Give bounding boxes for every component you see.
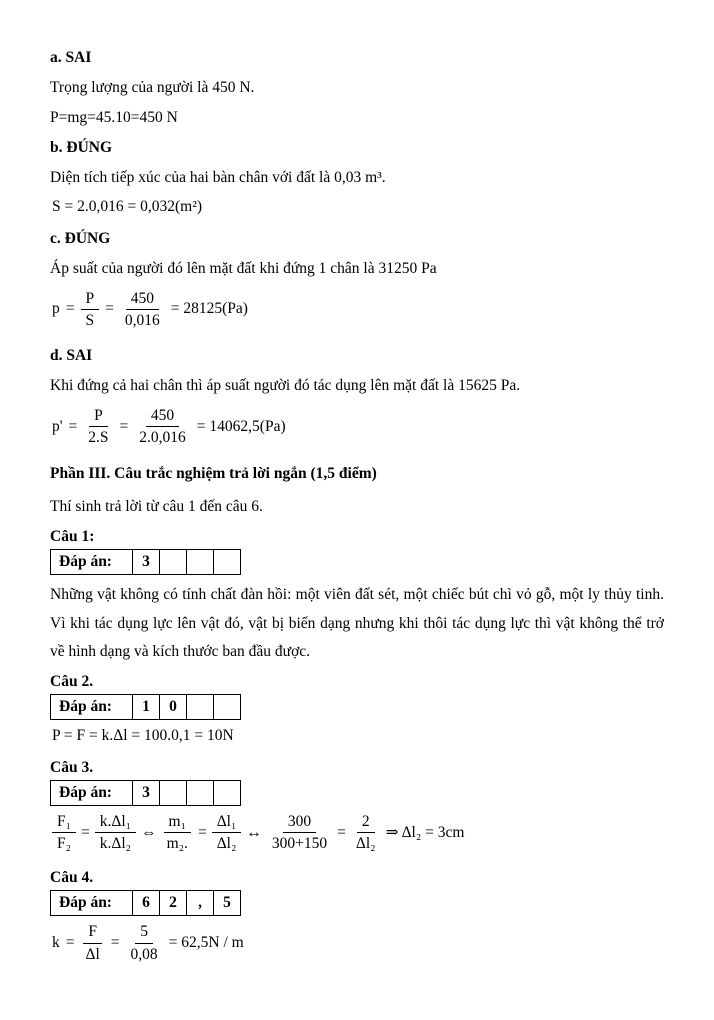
formula-pressure-one-foot <box>52 289 664 331</box>
formula-result: = 62,5N / m <box>168 934 244 952</box>
answer-label: Đáp án: <box>51 891 133 916</box>
answer-cell: 0 <box>160 695 187 720</box>
fraction-numerator: Δl₁ <box>212 812 242 833</box>
fraction-denominator: 2.S <box>88 429 109 447</box>
fraction <box>120 289 165 331</box>
fraction-denominator: F₂ <box>57 835 72 853</box>
statement-a-calc: P=mg=45.10=450 N <box>50 108 178 126</box>
question-1-label: Câu 1: <box>50 528 95 545</box>
formula-lhs: p <box>52 300 60 318</box>
fraction-numerator: 2 <box>357 812 375 833</box>
formula-result: = 14062,5(Pa) <box>196 417 286 435</box>
fraction-denominator: Δl <box>85 945 100 963</box>
answer-table-q3 <box>50 780 241 806</box>
question-4-label: Câu 4. <box>50 868 94 886</box>
question-2-calc: P = F = k.Δl = 100.0,1 = 10N <box>52 727 234 745</box>
answer-cell <box>214 781 241 806</box>
formula-result: = 28125(Pa) <box>170 300 248 318</box>
answer-label: Đáp án: <box>51 695 133 720</box>
fraction-denominator: m₂. <box>166 835 188 853</box>
statement-a-heading: a. SAI <box>50 49 92 66</box>
equals-sign: = <box>81 823 90 841</box>
answer-table-q1 <box>50 549 241 575</box>
fraction-numerator: F <box>83 922 102 943</box>
fraction <box>212 812 242 854</box>
answer-cell: 2 <box>160 891 187 916</box>
fraction-numerator: k.Δl₁ <box>95 812 136 833</box>
table-row <box>51 550 241 575</box>
answer-cell <box>187 550 214 575</box>
formula-lhs: p' <box>52 417 63 435</box>
answer-cell: 1 <box>133 695 160 720</box>
question-1-explanation: Những vật không có tính chất đàn hồi: một viên đất sét, một chiếc bút chì vỏ gỗ, một ly thủy tinh. Vì khi tác dụng lực lên vật đó, vật bị biến dạng nhưng khi thôi tác dụng lực thì vật không thể trở về hình dạng và kích thước ban đầu được. <box>50 586 664 660</box>
fraction <box>162 812 193 854</box>
statement-c-text: Áp suất của người đó lên mặt đất khi đứng 1 chân là 31250 Pa <box>50 259 437 277</box>
answer-cell <box>214 550 241 575</box>
fraction <box>81 289 100 331</box>
equals-sign: = <box>65 934 75 952</box>
fraction-numerator: P <box>81 289 100 310</box>
statement-d-heading: d. SAI <box>50 347 93 365</box>
iff-arrow: ⇔ <box>141 823 157 841</box>
answer-table-q2 <box>50 694 241 720</box>
fraction-denominator: k.Δl₂ <box>99 835 132 853</box>
fraction <box>351 812 381 854</box>
formula-spring-constant <box>52 922 664 964</box>
fraction-denominator: 300+150 <box>271 835 328 853</box>
answer-cell: 3 <box>133 781 160 806</box>
part3-heading: Phần III. Câu trắc nghiệm trả lời ngắn (1,5 điểm) <box>50 464 377 482</box>
fraction-denominator: 2.0,016 <box>139 429 186 447</box>
table-row <box>51 695 241 720</box>
fraction <box>95 812 136 854</box>
equals-sign: = <box>65 300 75 318</box>
fraction <box>52 812 76 854</box>
answer-label: Đáp án: <box>51 781 133 806</box>
fraction <box>134 406 191 448</box>
answer-cell <box>160 550 187 575</box>
fraction-numerator: 300 <box>283 812 316 833</box>
answer-cell <box>160 781 187 806</box>
fraction <box>126 922 163 964</box>
formula-result: ⇒ Δl₂ = 3cm <box>385 824 465 842</box>
answer-table-q4 <box>50 890 241 916</box>
part3-intro: Thí sinh trả lời từ câu 1 đến câu 6. <box>50 498 263 516</box>
fraction-denominator: 0,016 <box>124 311 160 329</box>
statement-b-calc: S = 2.0,016 = 0,032(m²) <box>52 198 203 216</box>
fraction <box>83 406 113 448</box>
statement-c-heading: c. ĐÚNG <box>50 229 111 247</box>
answer-cell: 6 <box>133 891 160 916</box>
fraction <box>81 922 105 964</box>
answer-cell: 3 <box>133 550 160 575</box>
question-3-label: Câu 3. <box>50 758 94 776</box>
fraction-denominator: 0,08 <box>130 945 158 963</box>
fraction-numerator: 450 <box>126 289 159 310</box>
answer-cell: 5 <box>214 891 241 916</box>
formula-lhs: k <box>52 934 60 952</box>
statement-b-heading: b. ĐÚNG <box>50 138 113 156</box>
leftright-arrow: ↔ <box>246 823 262 841</box>
fraction <box>267 812 332 854</box>
equals-sign: = <box>68 417 78 435</box>
formula-spring-ratio <box>52 812 664 854</box>
statement-b-text: Diện tích tiếp xúc của hai bàn chân với đất là 0,03 m³. <box>50 168 386 186</box>
statement-d-text: Khi đứng cả hai chân thì áp suất người đó tác dụng lên mặt đất là 15625 Pa. <box>50 377 521 395</box>
answer-cell <box>187 781 214 806</box>
fraction-denominator: S <box>85 311 95 329</box>
fraction-numerator: m₁ <box>164 812 191 833</box>
equals-sign: = <box>110 934 120 952</box>
equals-sign: = <box>197 823 207 841</box>
formula-pressure-two-feet <box>52 406 664 448</box>
fraction-numerator: 5 <box>135 922 153 943</box>
statement-a-text: Trọng lượng của người là 450 N. <box>50 78 255 96</box>
fraction-denominator: Δl₂ <box>355 835 376 853</box>
equals-sign: = <box>337 823 346 841</box>
equals-sign: = <box>119 417 129 435</box>
fraction-numerator: F₁ <box>52 812 76 833</box>
answer-cell <box>214 695 241 720</box>
equals-sign: = <box>105 300 114 318</box>
answer-cell: , <box>187 891 214 916</box>
fraction-numerator: P <box>89 406 108 427</box>
table-row <box>51 781 241 806</box>
fraction-numerator: 450 <box>146 406 179 427</box>
question-2-label: Câu 2. <box>50 672 94 690</box>
fraction-denominator: Δl₂ <box>216 835 237 853</box>
table-row <box>51 891 241 916</box>
answer-cell <box>187 695 214 720</box>
answer-label: Đáp án: <box>51 550 133 575</box>
